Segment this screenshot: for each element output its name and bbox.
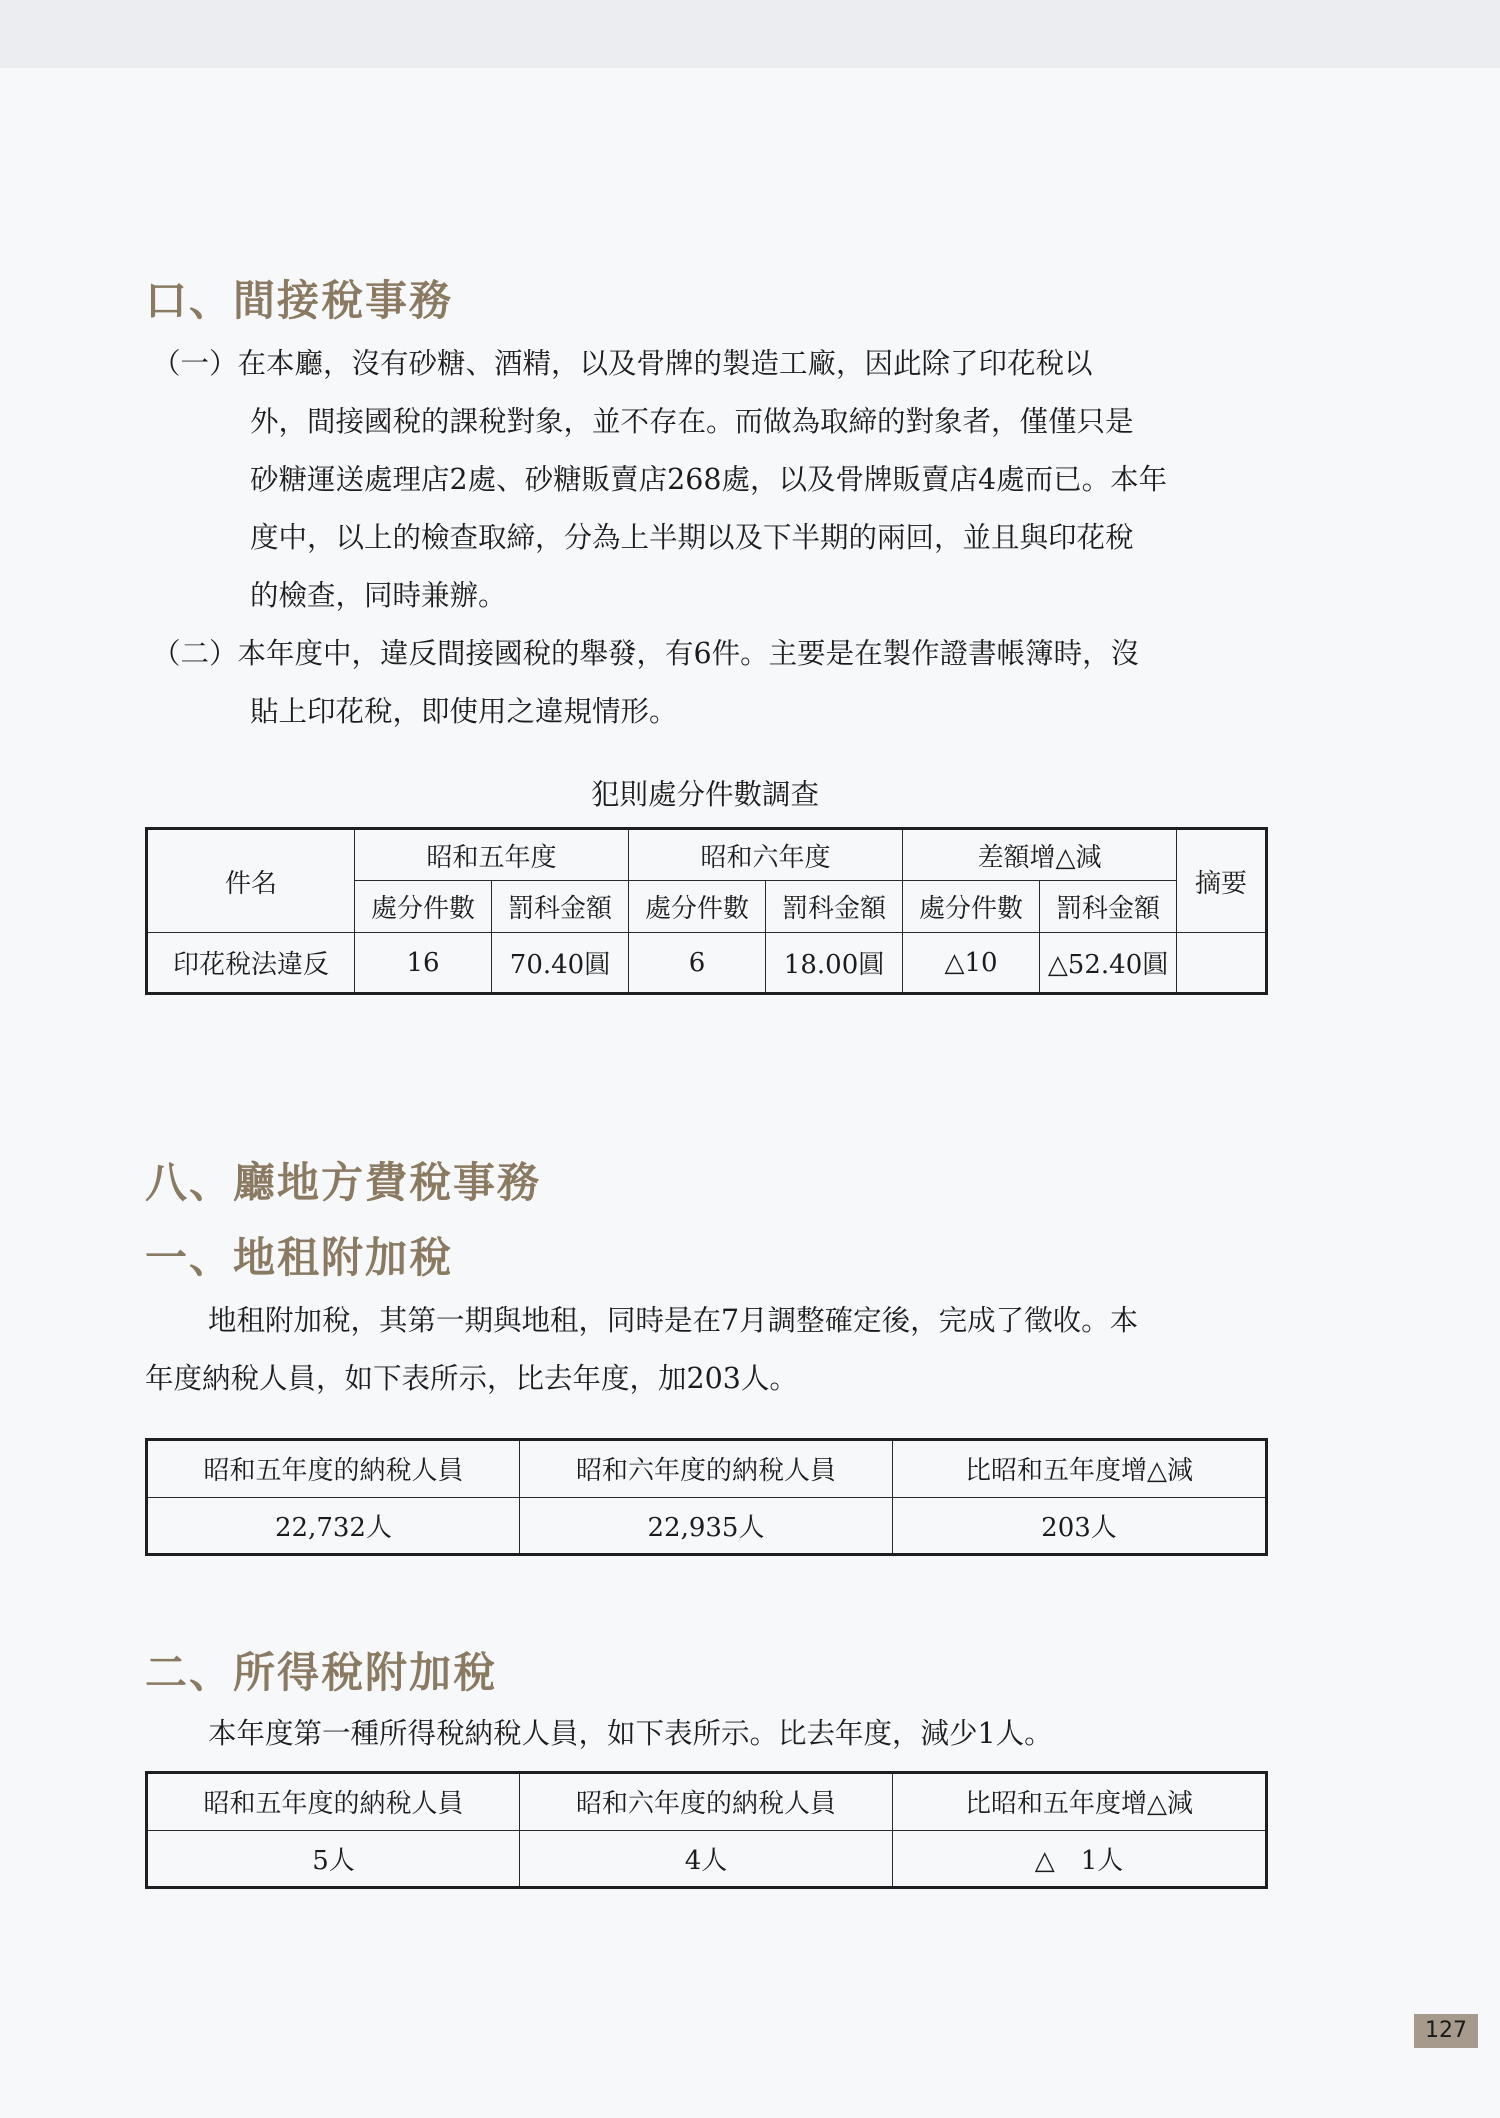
table-row — [147, 1830, 1267, 1888]
header-cell: 昭和五年度的納稅人員 — [147, 1773, 520, 1831]
paragraph-line: 年度納稅人員，如下表所示，比去年度，加203人。 — [145, 1362, 798, 1395]
value-cell: 203人 — [893, 1497, 1267, 1555]
paragraph-land-surtax — [145, 1292, 1265, 1408]
subheader-fine: 罰科金額 — [1040, 881, 1177, 933]
header-cell: 昭和五年度的納稅人員 — [147, 1440, 520, 1498]
table-caption: 犯則處分件數調查 — [590, 778, 819, 811]
paragraph-line: 地租附加稅，其第一期與地租，同時是在7月調整確定後，完成了徵收。本 — [208, 1304, 1139, 1337]
income-taxpayer-table — [145, 1771, 1268, 1889]
page-number: 127 — [1414, 2014, 1478, 2048]
paragraph-line: 的檢查，同時兼辦。 — [250, 579, 507, 612]
header-showa-6: 昭和六年度 — [629, 829, 903, 881]
cell-s5-fine: 70.40圓 — [492, 933, 629, 994]
paragraph-line: 砂糖運送處理店2處、砂糖販賣店268處，以及骨牌販賣店4處而已。本年 — [250, 463, 1168, 496]
paragraph-item-1 — [152, 335, 1272, 625]
cell-diff-count: △10 — [903, 933, 1040, 994]
table-header-row — [147, 1773, 1267, 1831]
table-header-row — [147, 1440, 1267, 1498]
paragraph-line: 外，間接國稅的課稅對象，並不存在。而做為取締的對象者，僅僅只是 — [250, 405, 1134, 438]
subheader-count: 處分件數 — [355, 881, 492, 933]
item-marker: （二） — [152, 637, 238, 670]
section-heading-income-surtax: 二、所得稅附加稅 — [145, 1648, 498, 1697]
value-cell: 4人 — [520, 1830, 893, 1888]
subheader-fine: 罰科金額 — [492, 881, 629, 933]
paragraph-line: 本年度第一種所得稅納稅人員，如下表所示。比去年度，減少1人。 — [208, 1717, 1053, 1750]
header-cell: 昭和六年度的納稅人員 — [520, 1773, 893, 1831]
cell-s5-count: 16 — [355, 933, 492, 994]
header-difference: 差額增△減 — [903, 829, 1177, 881]
value-cell: 5人 — [147, 1830, 520, 1888]
header-cell: 比昭和五年度增△減 — [893, 1773, 1267, 1831]
paragraph-line: 貼上印花稅，即使用之違規情形。 — [250, 695, 678, 728]
value-cell: 22,935人 — [520, 1497, 893, 1555]
table-row — [147, 933, 1267, 994]
value-cell: 22,732人 — [147, 1497, 520, 1555]
item-text: 在本廳，沒有砂糖、酒精，以及骨牌的製造工廠，因此除了印花稅以 — [237, 347, 1093, 380]
item-text: 本年度中，違反間接國稅的舉發，有6件。主要是在製作證書帳簿時，沒 — [237, 637, 1140, 670]
cell-s6-fine: 18.00圓 — [766, 933, 903, 994]
header-showa-5: 昭和五年度 — [355, 829, 629, 881]
section-heading-land-surtax: 一、地租附加稅 — [145, 1233, 454, 1282]
subheader-fine: 罰科金額 — [766, 881, 903, 933]
penalty-table — [145, 827, 1268, 995]
cell-remarks — [1177, 933, 1267, 994]
header-cell: 比昭和五年度增△減 — [893, 1440, 1267, 1498]
table-header-row — [147, 829, 1267, 881]
table-row — [147, 1497, 1267, 1555]
section-heading-indirect-tax: 口、間接稅事務 — [145, 276, 454, 325]
paragraph-line — [152, 335, 1272, 393]
header-item-name: 件名 — [147, 829, 355, 933]
subheader-count: 處分件數 — [903, 881, 1040, 933]
header-remarks: 摘要 — [1177, 829, 1267, 933]
paragraph-income-surtax — [145, 1705, 1265, 1763]
subheader-count: 處分件數 — [629, 881, 766, 933]
land-taxpayer-table — [145, 1438, 1268, 1556]
paragraph-item-2 — [152, 625, 1272, 741]
value-cell: △ 1人 — [893, 1830, 1267, 1888]
item-marker: （一） — [152, 347, 238, 380]
section-heading-local-tax: 八、廳地方費稅事務 — [145, 1158, 542, 1207]
cell-diff-fine: △52.40圓 — [1040, 933, 1177, 994]
page-top-band — [0, 0, 1500, 68]
cell-s6-count: 6 — [629, 933, 766, 994]
paragraph-line: 度中，以上的檢查取締，分為上半期以及下半期的兩回，並且與印花稅 — [250, 521, 1134, 554]
cell-name: 印花稅法違反 — [147, 933, 355, 994]
paragraph-line — [152, 625, 1272, 683]
header-cell: 昭和六年度的納稅人員 — [520, 1440, 893, 1498]
